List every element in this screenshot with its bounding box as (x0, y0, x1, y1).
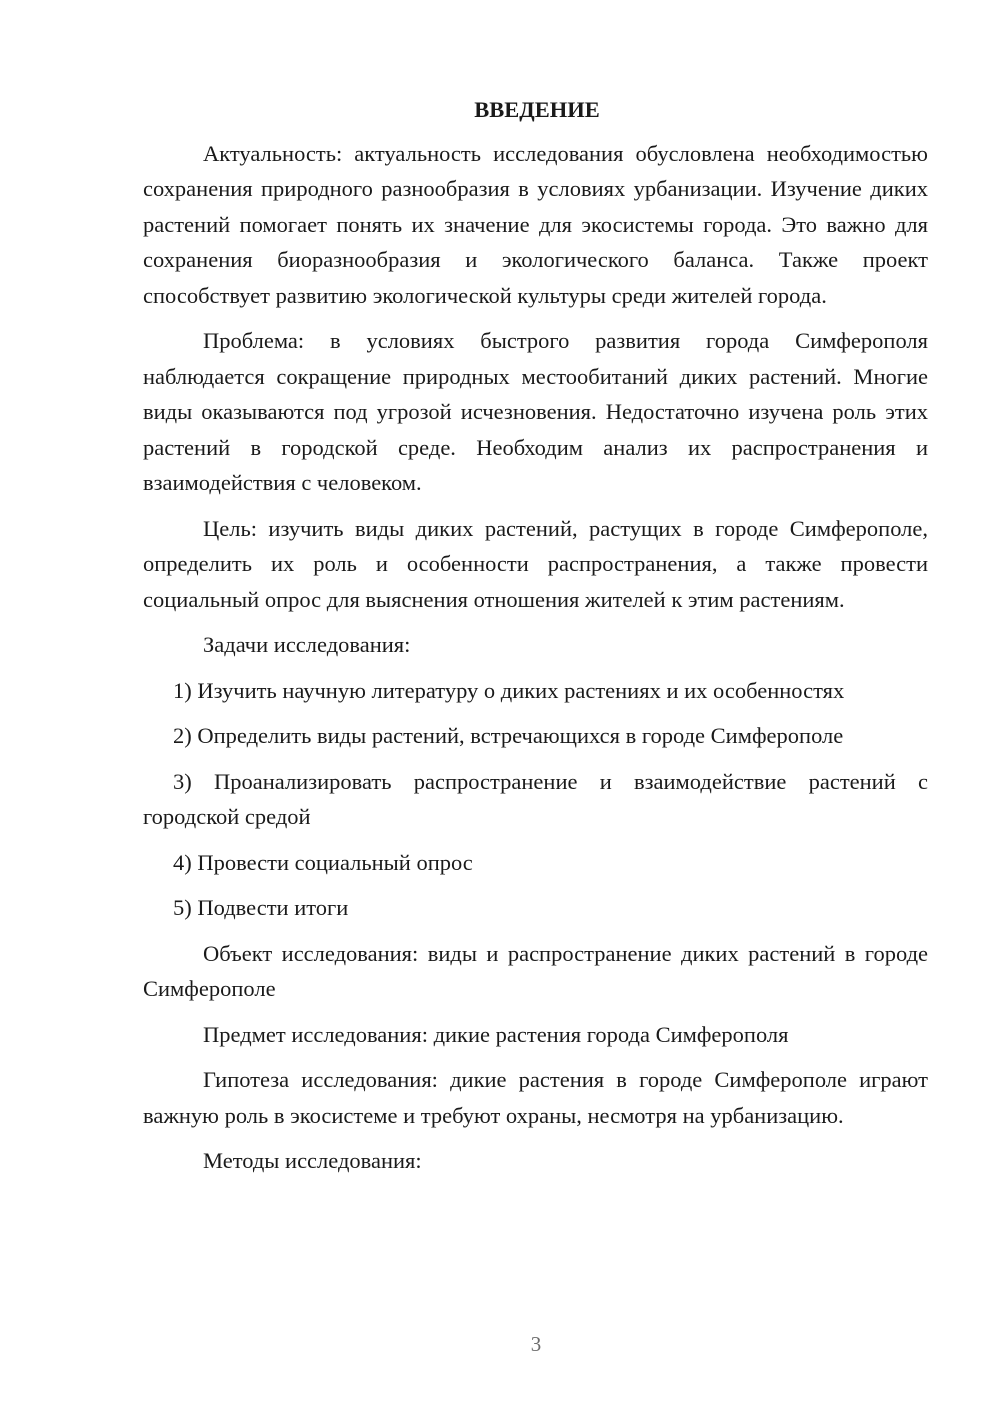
paragraph-tasks-heading: Задачи исследования: (203, 632, 411, 657)
task-item-3: 3) Проанализировать распространение и взаимодействие растений с городской средой (143, 768, 928, 829)
task-item-5: 5) Подвести итоги (173, 895, 349, 920)
paragraph-relevance: Актуальность: актуальность исследования обусловлена необходимостью сохранения природного разнообразия в условиях урбанизации. Изучение диких растений помогает понять их значение для экосистемы города. Это важно для сохранения биоразнообразия и экологического баланса. Также проект способствует развитию экологической культуры среди жителей города. (143, 140, 928, 308)
page-number: 3 (530, 1332, 542, 1356)
paragraph-problem: Проблема: в условиях быстрого развития города Симферополя наблюдается сокращение природных местообитаний диких растений. Многие виды оказываются под угрозой исчезновения. Недостаточно изучена роль этих растений в городской среде. Необходим анализ их распространения и взаимодействия с человеком. (143, 328, 928, 495)
paragraph-hypothesis: Гипотеза исследования: дикие растения в городе Симферополе играют важную роль в экосистеме и требуют охраны, несмотря на урбанизацию. (143, 1067, 928, 1128)
paragraph-goal: Цель: изучить виды диких растений, растущих в городе Симферополе, определить их роль и особенности распространения, а также провести социальный опрос для выяснения отношения жителей к этим растениям. (143, 515, 928, 612)
paragraph-subject: Предмет исследования: дикие растения города Симферополя (203, 1021, 789, 1047)
document-body (143, 92, 928, 1179)
paragraph-object: Объект исследования: виды и распространение диких растений в городе Симферополе (143, 940, 928, 1001)
section-title: ВВЕДЕНИЕ (474, 97, 600, 122)
task-item-1: 1) Изучить научную литературу о диких растениях и их особенностях (173, 677, 845, 703)
task-item-2: 2) Определить виды растений, встречающихся в городе Симферополе (173, 723, 844, 748)
task-item-4: 4) Провести социальный опрос (173, 849, 473, 875)
paragraph-methods: Методы исследования: (203, 1148, 422, 1173)
